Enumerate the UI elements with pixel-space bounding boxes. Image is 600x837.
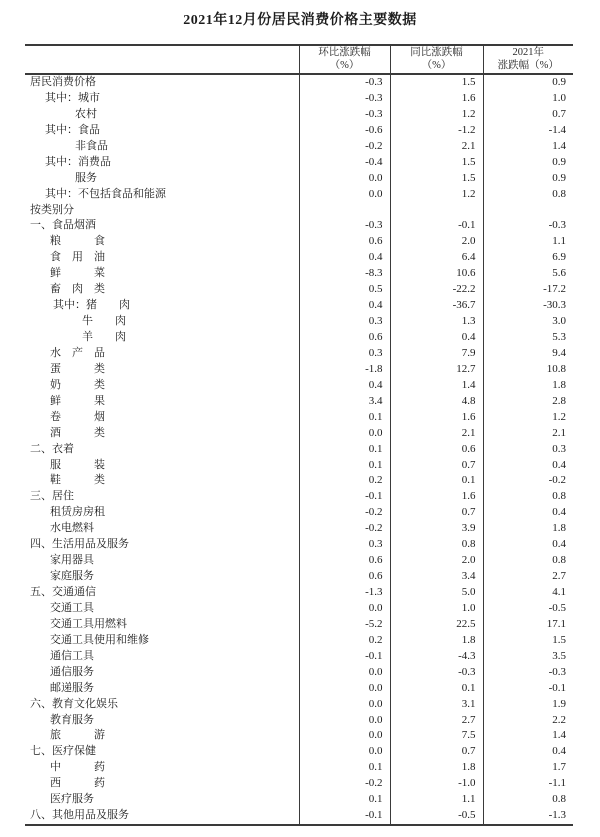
row-value: 3.1 xyxy=(390,697,483,713)
header-yoy-line2: （%） xyxy=(421,59,452,71)
row-value: 0.1 xyxy=(299,792,390,808)
row-value: -0.1 xyxy=(299,489,390,505)
row-value: -8.3 xyxy=(299,266,390,282)
table-row xyxy=(25,346,573,362)
table-row xyxy=(25,649,573,665)
row-value: -0.2 xyxy=(299,505,390,521)
row-value: 0.6 xyxy=(299,234,390,250)
row-value: -0.3 xyxy=(483,218,573,234)
table-row xyxy=(25,314,573,330)
row-label: 西 药 xyxy=(50,777,105,790)
row-value: 2.0 xyxy=(390,234,483,250)
row-label: 其中：消费品 xyxy=(45,155,111,168)
row-value: -0.2 xyxy=(299,139,390,155)
row-value: 1.5 xyxy=(483,633,573,649)
row-label: 交通工具用燃料 xyxy=(50,617,127,630)
row-value: 0.8 xyxy=(390,537,483,553)
row-label: 粮 食 xyxy=(50,235,105,248)
table-row xyxy=(25,728,573,744)
row-value: 1.8 xyxy=(390,760,483,776)
row-value: 0.8 xyxy=(483,489,573,505)
row-value: 0.0 xyxy=(299,171,390,187)
row-value: 2.1 xyxy=(483,426,573,442)
row-label: 服 装 xyxy=(50,458,105,471)
row-value: -0.6 xyxy=(299,123,390,139)
row-label: 家用器具 xyxy=(50,554,94,567)
table-row xyxy=(25,426,573,442)
table-row xyxy=(25,139,573,155)
row-value: -0.1 xyxy=(299,649,390,665)
table-row xyxy=(25,74,573,91)
row-value: 0.3 xyxy=(299,314,390,330)
row-value: -0.3 xyxy=(299,218,390,234)
row-value: 0.7 xyxy=(390,458,483,474)
table-row xyxy=(25,218,573,234)
row-label: 交通工具 xyxy=(50,601,94,614)
row-value: 0.9 xyxy=(483,171,573,187)
row-value: 2.0 xyxy=(390,553,483,569)
row-value: 1.5 xyxy=(390,74,483,91)
table-row xyxy=(25,808,573,825)
row-value: 0.4 xyxy=(390,330,483,346)
header-year xyxy=(483,45,573,74)
row-value: 10.6 xyxy=(390,266,483,282)
row-value: 0.8 xyxy=(483,187,573,203)
row-label: 四、生活用品及服务 xyxy=(30,538,129,551)
row-value: 0.2 xyxy=(299,473,390,489)
row-label: 牛 肉 xyxy=(82,315,126,328)
row-value: 2.1 xyxy=(390,139,483,155)
row-value: -0.1 xyxy=(299,808,390,825)
row-label: 酒 类 xyxy=(50,426,105,439)
table-row xyxy=(25,378,573,394)
row-label: 水电燃料 xyxy=(50,522,94,535)
header-label-cell xyxy=(25,45,299,74)
row-value: -0.3 xyxy=(299,74,390,91)
row-value: 0.3 xyxy=(483,442,573,458)
row-value: -0.4 xyxy=(299,155,390,171)
row-value: 0.6 xyxy=(390,442,483,458)
table-row xyxy=(25,713,573,729)
row-value: 1.6 xyxy=(390,489,483,505)
row-value: 0.4 xyxy=(483,537,573,553)
row-value: 9.4 xyxy=(483,346,573,362)
row-value: 0.1 xyxy=(299,458,390,474)
table-row xyxy=(25,458,573,474)
table-row xyxy=(25,489,573,505)
table-row xyxy=(25,330,573,346)
table-row xyxy=(25,410,573,426)
table-row xyxy=(25,585,573,601)
row-value: 5.3 xyxy=(483,330,573,346)
row-value: 0.6 xyxy=(299,569,390,585)
table-row xyxy=(25,187,573,203)
row-value: 0.5 xyxy=(299,282,390,298)
table-row xyxy=(25,362,573,378)
row-value: 0.0 xyxy=(299,665,390,681)
row-value: 0.6 xyxy=(299,330,390,346)
row-value: 0.1 xyxy=(299,760,390,776)
row-value: 0.4 xyxy=(483,505,573,521)
table-row xyxy=(25,617,573,633)
row-value: 0.0 xyxy=(299,681,390,697)
row-value: 0.1 xyxy=(299,442,390,458)
row-label: 中 药 xyxy=(50,761,105,774)
table-body xyxy=(25,74,573,825)
row-value: 6.9 xyxy=(483,250,573,266)
row-value: 1.3 xyxy=(390,314,483,330)
row-value: 2.7 xyxy=(483,569,573,585)
row-value: 0.4 xyxy=(483,458,573,474)
row-value: 0.2 xyxy=(299,633,390,649)
row-value: -0.5 xyxy=(483,601,573,617)
row-label: 其中：猪 肉 xyxy=(53,299,130,312)
row-value: 0.3 xyxy=(299,346,390,362)
table-row xyxy=(25,107,573,123)
row-label: 五、交通通信 xyxy=(30,586,96,598)
header-year-line2: 涨跌幅（%） xyxy=(497,59,559,71)
header-yoy-line1: 同比涨跌幅 xyxy=(410,47,463,58)
row-value: -0.1 xyxy=(390,218,483,234)
table-row xyxy=(25,234,573,250)
row-label: 水 产 品 xyxy=(50,346,105,359)
table-row xyxy=(25,250,573,266)
table-row xyxy=(25,505,573,521)
table-row xyxy=(25,266,573,282)
row-label: 其中：不包括食品和能源 xyxy=(45,187,166,200)
row-value: 1.1 xyxy=(483,234,573,250)
table-row xyxy=(25,601,573,617)
row-value: 0.0 xyxy=(299,426,390,442)
row-label: 卷 烟 xyxy=(50,410,105,423)
row-value: 1.5 xyxy=(390,171,483,187)
row-value: -1.3 xyxy=(483,808,573,825)
row-value: -5.2 xyxy=(299,617,390,633)
row-value: 12.7 xyxy=(390,362,483,378)
row-value: 0.1 xyxy=(390,681,483,697)
row-value: 2.1 xyxy=(390,426,483,442)
row-value: 1.6 xyxy=(390,91,483,107)
row-value: 0.7 xyxy=(390,505,483,521)
table-row xyxy=(25,282,573,298)
row-label: 蛋 类 xyxy=(50,362,105,375)
row-value: -1.1 xyxy=(483,776,573,792)
row-value: -0.3 xyxy=(483,665,573,681)
row-label: 教育服务 xyxy=(50,713,94,726)
row-label: 三、居住 xyxy=(30,490,74,503)
table-row xyxy=(25,792,573,808)
table-row xyxy=(25,473,573,489)
row-label: 奶 类 xyxy=(50,378,105,391)
row-value: 0.0 xyxy=(299,187,390,203)
row-value: 3.4 xyxy=(299,394,390,410)
row-label: 一、食品烟酒 xyxy=(30,219,96,232)
row-value: 1.4 xyxy=(390,378,483,394)
table-row xyxy=(25,760,573,776)
table-row xyxy=(25,569,573,585)
row-label: 八、其他用品及服务 xyxy=(30,809,129,822)
row-value: 0.0 xyxy=(299,713,390,729)
header-yoy xyxy=(390,45,483,74)
row-value: -4.3 xyxy=(390,649,483,665)
table-row xyxy=(25,298,573,314)
table-row xyxy=(25,171,573,187)
row-value: 2.2 xyxy=(483,713,573,729)
row-value: 4.1 xyxy=(483,585,573,601)
row-value xyxy=(483,203,573,219)
row-value: 3.4 xyxy=(390,569,483,585)
table-row xyxy=(25,442,573,458)
table-header xyxy=(25,45,573,74)
row-value: 1.0 xyxy=(390,601,483,617)
row-value: 0.4 xyxy=(299,250,390,266)
row-value: -0.2 xyxy=(299,521,390,537)
table-row xyxy=(25,123,573,139)
row-value: 5.0 xyxy=(390,585,483,601)
row-value: 1.8 xyxy=(390,633,483,649)
row-value: 7.5 xyxy=(390,728,483,744)
row-value: 1.7 xyxy=(483,760,573,776)
row-value: 0.8 xyxy=(483,792,573,808)
row-value: 7.9 xyxy=(390,346,483,362)
table-row xyxy=(25,633,573,649)
row-label: 旅 游 xyxy=(50,729,105,742)
row-value xyxy=(390,203,483,219)
row-value: -1.3 xyxy=(299,585,390,601)
row-value: 3.0 xyxy=(483,314,573,330)
row-value: 1.0 xyxy=(483,91,573,107)
row-value: 0.1 xyxy=(390,473,483,489)
row-value: 0.3 xyxy=(299,537,390,553)
row-value: 0.0 xyxy=(299,601,390,617)
row-value: -30.3 xyxy=(483,298,573,314)
row-value: 1.8 xyxy=(483,378,573,394)
row-value: 17.1 xyxy=(483,617,573,633)
row-label: 畜 肉 类 xyxy=(50,283,105,296)
row-value xyxy=(299,203,390,219)
row-value: -1.2 xyxy=(390,123,483,139)
row-label: 鞋 类 xyxy=(50,474,105,487)
row-value: -1.8 xyxy=(299,362,390,378)
header-mom-line1: 环比涨跌幅 xyxy=(318,47,371,58)
row-value: 0.0 xyxy=(299,728,390,744)
table-row xyxy=(25,155,573,171)
table-row xyxy=(25,665,573,681)
row-value: -0.5 xyxy=(390,808,483,825)
row-value: -17.2 xyxy=(483,282,573,298)
row-label: 其中：城市 xyxy=(45,91,100,104)
row-label: 其中：食品 xyxy=(45,123,100,136)
row-label: 租赁房房租 xyxy=(50,506,105,519)
row-label: 家庭服务 xyxy=(50,570,94,583)
row-value: 5.6 xyxy=(483,266,573,282)
row-value: -0.3 xyxy=(299,91,390,107)
row-label: 鲜 果 xyxy=(50,394,105,407)
table-row xyxy=(25,697,573,713)
table-row xyxy=(25,681,573,697)
row-value: 0.1 xyxy=(299,410,390,426)
row-label: 按类别分 xyxy=(30,203,74,216)
row-value: -0.3 xyxy=(390,665,483,681)
row-value: 1.2 xyxy=(390,107,483,123)
header-mom xyxy=(299,45,390,74)
row-label: 七、医疗保健 xyxy=(30,745,96,758)
row-value: 1.9 xyxy=(483,697,573,713)
table-row xyxy=(25,394,573,410)
row-value: 0.7 xyxy=(390,744,483,760)
row-value: 2.7 xyxy=(390,713,483,729)
header-year-line1: 2021年 xyxy=(512,47,544,58)
table-row xyxy=(25,553,573,569)
row-value: 10.8 xyxy=(483,362,573,378)
table-row xyxy=(25,537,573,553)
row-label: 服务 xyxy=(75,171,97,184)
table-row xyxy=(25,776,573,792)
row-value: 1.2 xyxy=(483,410,573,426)
row-value: 22.5 xyxy=(390,617,483,633)
row-value: -0.1 xyxy=(483,681,573,697)
table-row xyxy=(25,744,573,760)
row-value: 0.9 xyxy=(483,155,573,171)
row-label: 通信工具 xyxy=(50,649,94,662)
row-value: 0.8 xyxy=(483,553,573,569)
row-label: 交通工具使用和维修 xyxy=(50,633,149,646)
row-value: 1.4 xyxy=(483,728,573,744)
row-value: 3.5 xyxy=(483,649,573,665)
row-value: -0.2 xyxy=(483,473,573,489)
row-label: 居民消费价格 xyxy=(30,76,96,88)
table-row xyxy=(25,521,573,537)
row-value: 0.7 xyxy=(483,107,573,123)
row-value: 3.9 xyxy=(390,521,483,537)
page-title: 2021年12月份居民消费价格主要数据 xyxy=(183,13,417,28)
row-label: 二、衣着 xyxy=(30,442,74,455)
row-value: 0.0 xyxy=(299,744,390,760)
row-value: 0.6 xyxy=(299,553,390,569)
row-value: 6.4 xyxy=(390,250,483,266)
row-value: 1.5 xyxy=(390,155,483,171)
row-value: -1.0 xyxy=(390,776,483,792)
row-label: 羊 肉 xyxy=(82,331,126,343)
row-label: 医疗服务 xyxy=(50,793,94,806)
row-value: 0.0 xyxy=(299,697,390,713)
header-row xyxy=(25,45,573,74)
row-value: 1.2 xyxy=(390,187,483,203)
row-value: -36.7 xyxy=(390,298,483,314)
row-value: 0.4 xyxy=(299,298,390,314)
row-value: 1.8 xyxy=(483,521,573,537)
row-label: 六、教育文化娱乐 xyxy=(30,697,118,710)
row-value: -1.4 xyxy=(483,123,573,139)
row-value: 0.9 xyxy=(483,74,573,91)
header-mom-line2: （%） xyxy=(329,59,360,71)
row-value: 0.4 xyxy=(483,744,573,760)
row-value: 4.8 xyxy=(390,394,483,410)
row-value: 2.8 xyxy=(483,394,573,410)
row-label: 邮递服务 xyxy=(50,681,94,694)
row-value: -22.2 xyxy=(390,282,483,298)
row-value: -0.2 xyxy=(299,776,390,792)
table-row xyxy=(25,91,573,107)
row-value: 1.4 xyxy=(483,139,573,155)
row-value: -0.3 xyxy=(299,107,390,123)
cpi-table xyxy=(25,44,573,826)
table-row xyxy=(25,203,573,219)
row-label: 食 用 油 xyxy=(50,251,105,264)
row-value: 0.4 xyxy=(299,378,390,394)
row-label: 农村 xyxy=(75,107,97,120)
row-label: 鲜 菜 xyxy=(50,267,105,280)
row-label: 非食品 xyxy=(75,139,108,152)
row-value: 1.1 xyxy=(390,792,483,808)
row-value: 1.6 xyxy=(390,410,483,426)
row-label: 通信服务 xyxy=(50,665,94,678)
